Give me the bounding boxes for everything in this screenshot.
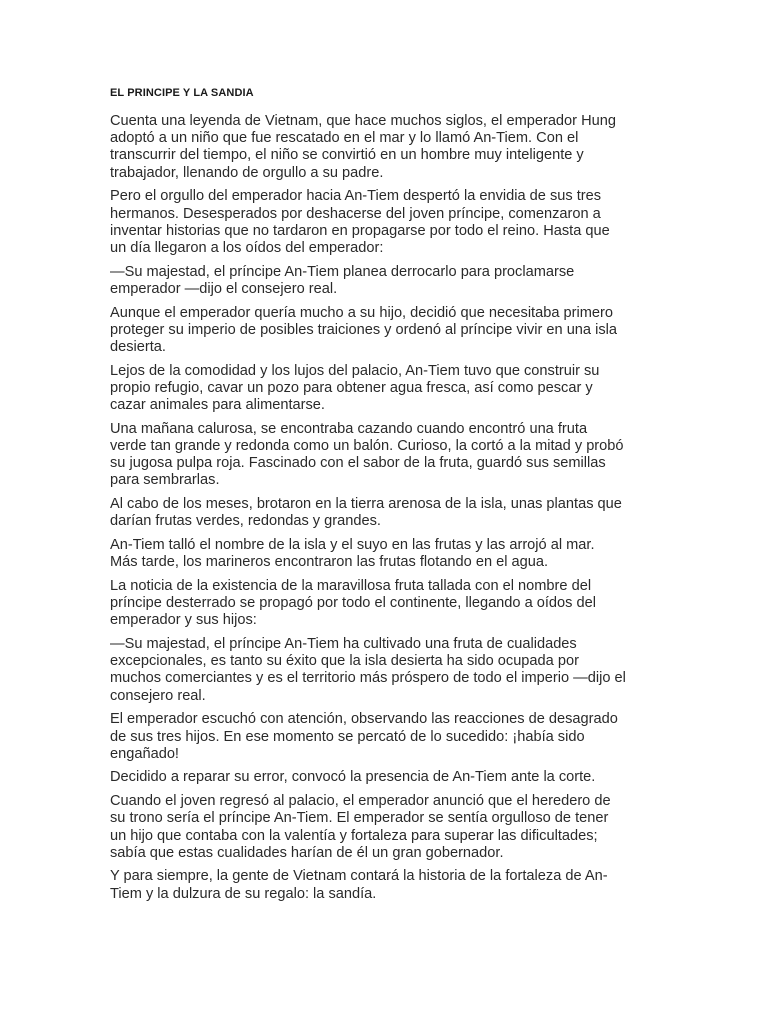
text-line: Tiem y la dulzura de su regalo: la sandía. [110,885,377,902]
text-line: trabajador, llenando de orgullo a su padre. [110,164,384,181]
text-line: hermanos. Desesperados por deshacerse del joven príncipe, comenzaron a [110,205,601,222]
text-line: engañado! [110,745,179,762]
text-line: Al cabo de los meses, brotaron en la tierra arenosa de la isla, unas plantas que [110,496,622,513]
text-line: consejero real. [110,687,206,704]
text-line: desierta. [110,338,166,355]
paragraph [110,769,662,786]
text-line: —Su majestad, el príncipe An-Tiem ha cultivado una fruta de cualidades [110,635,577,652]
paragraph [110,496,662,530]
text-line: El emperador escuchó con atención, observando las reacciones de desagrado [110,711,618,728]
text-line: un hijo que contaba con la valentía y fortaleza para superar las dificultades; [110,827,598,844]
text-line: An-Tiem talló el nombre de la isla y el suyo en las frutas y las arrojó al mar. [110,536,595,553]
text-line: adoptó a un niño que fue rescatado en el mar y lo llamó An-Tiem. Con el [110,130,579,147]
text-line: su trono sería el príncipe An-Tiem. El emperador se sentía orgulloso de tener [110,810,609,827]
text-line: Decidido a reparar su error, convocó la presencia de An-Tiem ante la corte. [110,769,596,786]
paragraph [110,636,662,705]
text-line: su jugosa pulpa roja. Fascinado con el sabor de la fruta, guardó sus semillas [110,455,606,472]
paragraph [110,578,662,630]
text-line: Aunque el emperador quería mucho a su hijo, decidió que necesitaba primero [110,304,613,321]
text-line: darían frutas verdes, redondas y grandes. [110,513,381,530]
text-line: inventar historias que no tardaron en propagarse por todo el reino. Hasta que [110,222,610,239]
text-line: verde tan grande y redonda como un balón. Curioso, la cortó a la mitad y probó [110,437,624,454]
text-line: Más tarde, los marineros encontraron las frutas flotando en el agua. [110,554,549,571]
text-line: transcurrir del tiempo, el niño se convirtió en un hombre muy inteligente y [110,147,584,164]
text-line: Una mañana calurosa, se encontraba cazando cuando encontró una fruta [110,420,588,437]
paragraph [110,188,662,257]
text-line: Cuenta una leyenda de Vietnam, que hace muchos siglos, el emperador Hung [110,113,616,129]
text-line: Cuando el joven regresó al palacio, el emperador anunció que el heredero de [110,793,611,810]
paragraph [110,537,662,571]
text-line: un día llegaron a los oídos del emperador: [110,239,384,256]
text-line: emperador y sus hijos: [110,612,257,629]
text-line: Pero el orgullo del emperador hacia An-Tiem despertó la envidia de sus tres [110,188,602,205]
paragraph [110,868,662,902]
text-line: para sembrarlas. [110,472,220,489]
text-line: proteger su imperio de posibles traiciones y ordenó al príncipe vivir en una isla [110,321,617,338]
text-line: Y para siempre, la gente de Vietnam contará la historia de la fortaleza de An- [110,868,608,885]
text-line: muchos comerciantes y es el territorio más próspero de todo el imperio —dijo el [110,670,626,687]
text-line: emperador —dijo el consejero real. [110,280,338,297]
paragraph [110,113,662,182]
text-line: cazar animales para alimentarse. [110,397,325,414]
text-line: sabía que estas cualidades harían de él un gran gobernador. [110,844,504,861]
text-line: La noticia de la existencia de la maravillosa fruta tallada con el nombre del [110,577,592,594]
text-line: de sus tres hijos. En ese momento se percató de lo sucedido: ¡había sido [110,728,585,745]
text-line: Lejos de la comodidad y los lujos del palacio, An-Tiem tuvo que construir su [110,362,600,379]
text-line: príncipe desterrado se propagó por todo el continente, llegando a oídos del [110,595,596,612]
document-body [110,113,662,909]
paragraph [110,363,662,415]
paragraph [110,264,662,298]
paragraph [110,305,662,357]
paragraph [110,711,662,763]
text-line: propio refugio, cavar un pozo para obtener agua fresca, así como pescar y [110,379,593,396]
paragraph [110,421,662,490]
text-line: excepcionales, es tanto su éxito que la isla desierta ha sido ocupada por [110,653,579,670]
paragraph [110,793,662,862]
text-line: —Su majestad, el príncipe An-Tiem planea derrocarlo para proclamarse [110,263,575,280]
document-title: EL PRINCIPE Y LA SANDIA [110,87,254,99]
